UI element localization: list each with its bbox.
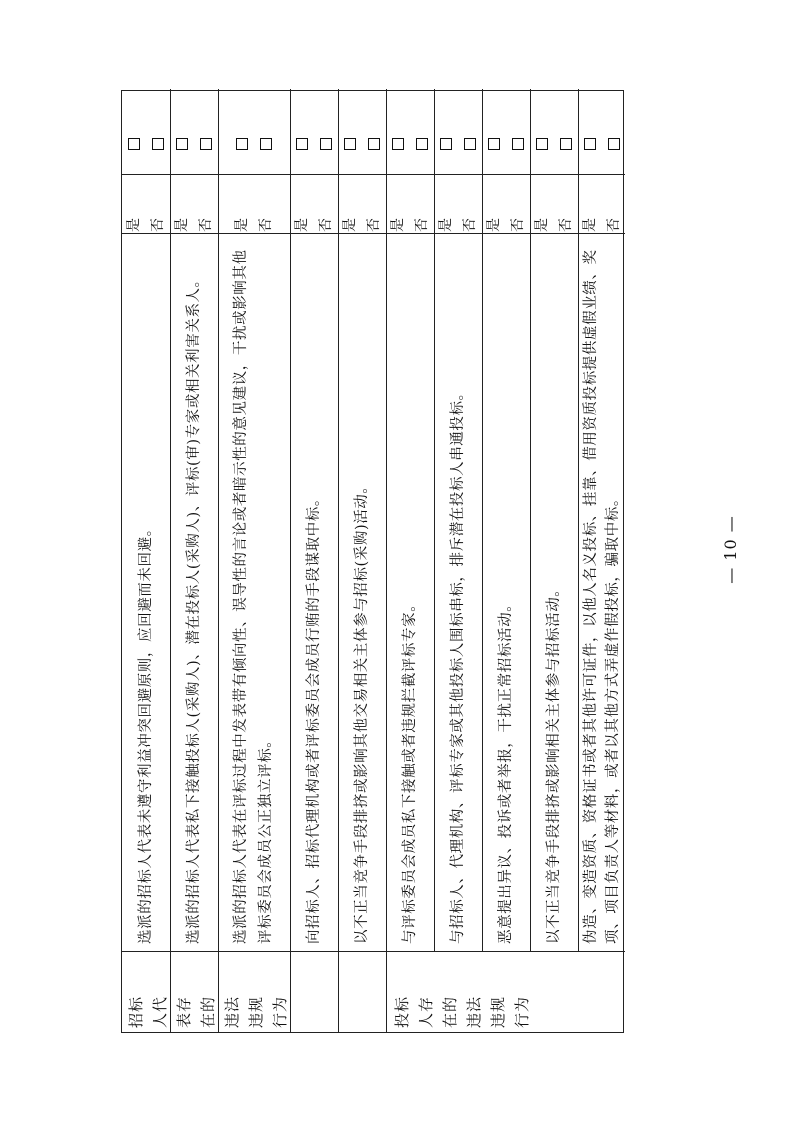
row-options	[338, 92, 386, 232]
yes-checkbox[interactable]	[536, 138, 548, 150]
yes-label: 是	[126, 218, 142, 232]
row-text: 选派的招标人代表未遵守利益冲突回避原则，应回避而未回避。	[137, 521, 154, 944]
row-text: 伪造、变造资质、资格证书或者其他许可证件，以他人名义投标、挂靠、借用资质投标提供虚假业绩、奖项、项目负责人等材料，或者以其他方式弄虚作假投标，骗取中标。	[582, 249, 621, 944]
no-label: 否	[414, 218, 430, 232]
yes-label: 是	[438, 218, 454, 232]
row-text: 选派的招标人代表在评标过程中发表带有倾向性、误导性的言论或者暗示性的意见建议，干扰或影响其他评标委员会成员公正独立评标。	[233, 249, 274, 944]
row-text: 以不正当竞争手段排挤或影响其他交易相关主体参与招标(采购)活动。	[353, 478, 370, 944]
category-bidder: 投标 人存 在的 违法 违规 行为	[393, 995, 531, 1028]
row-options	[386, 92, 434, 232]
no-label: 否	[150, 218, 166, 232]
row-text: 选派的招标人代表私下接触投标人(采购人)、潜在投标人(采购人)、评标(审)专家或相关利害关系人。	[185, 272, 202, 944]
no-checkbox[interactable]	[152, 138, 164, 150]
row-options	[482, 92, 530, 232]
row-options	[290, 92, 338, 232]
row-text: 与评标委员会成员私下接触或者违规拦截评标专家。	[401, 596, 418, 944]
no-label: 否	[198, 218, 214, 232]
no-label: 否	[366, 218, 382, 232]
row-text: 以不正当竞争手段排挤或影响相关主体参与招标活动。	[545, 581, 562, 944]
yes-label: 是	[486, 218, 502, 232]
yes-label: 是	[581, 218, 598, 232]
yes-checkbox[interactable]	[236, 138, 248, 150]
yes-label: 是	[174, 218, 190, 232]
row-options	[218, 92, 290, 232]
no-checkbox[interactable]	[464, 138, 476, 150]
yes-label: 是	[342, 218, 358, 232]
no-label: 否	[258, 218, 274, 232]
no-label: 否	[510, 218, 526, 232]
yes-checkbox[interactable]	[584, 138, 596, 150]
no-label: 否	[462, 218, 478, 232]
row-options	[170, 92, 218, 232]
page-number: — 10 —	[720, 515, 740, 584]
yes-checkbox[interactable]	[344, 138, 356, 150]
yes-label: 是	[390, 218, 406, 232]
no-checkbox[interactable]	[608, 138, 620, 150]
violations-table	[121, 90, 624, 1033]
yes-label: 是	[294, 218, 310, 232]
no-checkbox[interactable]	[200, 138, 212, 150]
no-checkbox[interactable]	[260, 138, 272, 150]
category-agent: 招标 人代 表存 在的 违法 违规 行为	[127, 995, 289, 1028]
yes-checkbox[interactable]	[392, 138, 404, 150]
no-checkbox[interactable]	[368, 138, 380, 150]
row-text: 向招标人、招标代理机构或者评标委员会成员行贿的手段谋取中标。	[305, 491, 322, 944]
no-checkbox[interactable]	[560, 138, 572, 150]
row-options	[434, 92, 482, 232]
yes-checkbox[interactable]	[176, 138, 188, 150]
row-options	[122, 92, 170, 232]
row-text: 恶意提出异议、投诉或者举报，干扰正常招标活动。	[497, 596, 514, 944]
no-label: 否	[318, 218, 334, 232]
no-checkbox[interactable]	[320, 138, 332, 150]
row-options	[578, 92, 625, 232]
no-checkbox[interactable]	[512, 138, 524, 150]
no-label: 否	[605, 218, 622, 232]
yes-checkbox[interactable]	[296, 138, 308, 150]
yes-label: 是	[234, 218, 250, 232]
yes-checkbox[interactable]	[488, 138, 500, 150]
yes-label: 是	[534, 218, 550, 232]
yes-checkbox[interactable]	[128, 138, 140, 150]
row-options	[530, 92, 578, 232]
row-text: 与招标人、代理机构、评标专家或其他投标人围标串标，排斥潜在投标人串通投标。	[449, 385, 466, 944]
no-label: 否	[558, 218, 574, 232]
yes-checkbox[interactable]	[440, 138, 452, 150]
no-checkbox[interactable]	[416, 138, 428, 150]
